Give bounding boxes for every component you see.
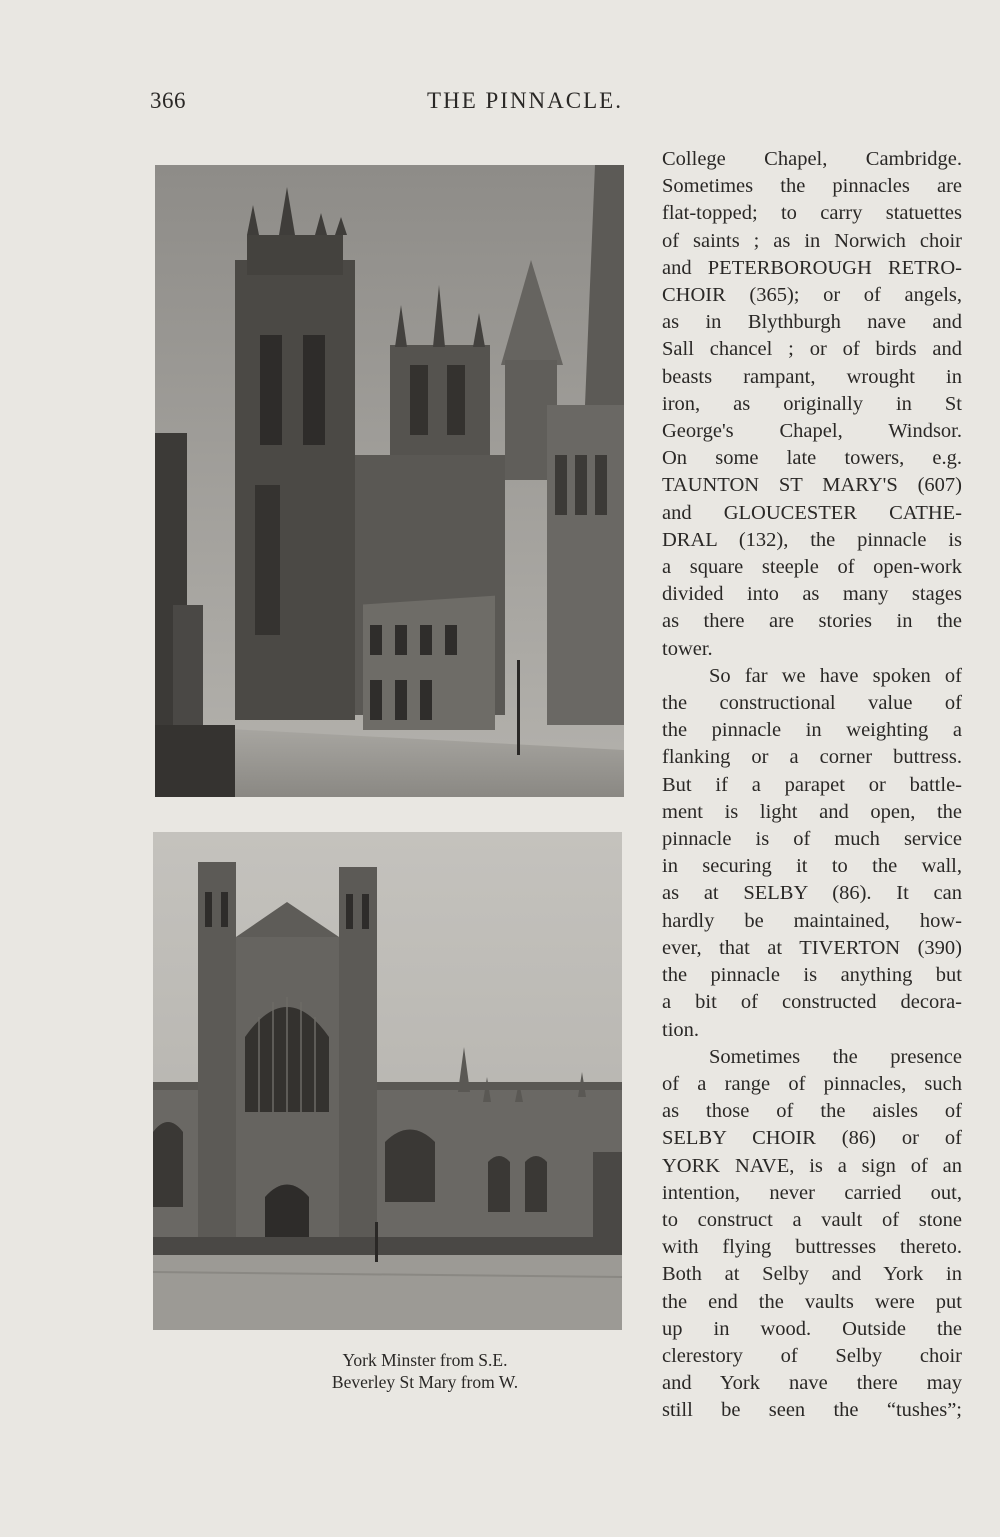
body-line: the end the vaults were put (662, 1290, 962, 1313)
body-line: tion. (662, 1018, 700, 1041)
body-line: hardly be maintained, how- (662, 909, 962, 932)
body-line: flat-topped; to carry statuettes (662, 202, 962, 225)
running-title (0, 88, 1000, 114)
body-line: beasts rampant, wrought in (662, 365, 962, 388)
body-line: College Chapel, Cambridge. (662, 148, 962, 170)
body-line: up in wood. Outside the (662, 1317, 962, 1340)
body-line: as at SELBY (86). It can (662, 882, 962, 905)
body-line: with flying buttresses thereto. (662, 1236, 962, 1259)
body-line: SELBY CHOIR (86) or of (662, 1127, 962, 1150)
body-line: as in Blythburgh nave and (662, 311, 962, 334)
body-line: of saints ; as in Norwich choir (662, 229, 962, 252)
photo-beverley-st-mary (153, 832, 622, 1330)
body-line: and PETERBOROUGH RETRO- (662, 256, 962, 279)
page-header (0, 88, 1000, 128)
body-line: of a range of pinnacles, such (662, 1072, 962, 1095)
body-line: CHOIR (365); or of angels, (662, 284, 962, 307)
beverley-st-mary-illustration (153, 832, 622, 1330)
body-line: Sometimes the pinnacles are (662, 175, 962, 198)
body-line: the constructional value of (662, 692, 962, 715)
body-line: But if a parapet or battle- (662, 773, 962, 796)
body-line: ment is light and open, the (662, 800, 962, 823)
caption-line-2: Beverley St Mary from W. (331, 1372, 519, 1392)
body-line: YORK NAVE, is a sign of an (662, 1154, 962, 1177)
body-line: a bit of constructed decora- (662, 991, 962, 1014)
body-line: divided into as many stages (662, 583, 962, 606)
body-line: tower. (662, 637, 713, 660)
body-line: in securing it to the wall, (662, 855, 962, 878)
body-line: George's Chapel, Windsor. (662, 420, 962, 443)
body-text (662, 146, 962, 1425)
body-line: and GLOUCESTER CATHE- (662, 501, 962, 524)
body-line: as those of the aisles of (662, 1100, 962, 1123)
running-title-text: THE PINNACLE. (427, 88, 623, 113)
body-line: DRAL (132), the pinnacle is (662, 528, 962, 551)
york-minster-illustration (155, 165, 624, 797)
body-line: and York nave there may (662, 1372, 962, 1395)
body-line: intention, never carried out, (662, 1181, 962, 1204)
body-line: On some late towers, e.g. (662, 447, 962, 470)
photo-york-minster (155, 165, 624, 797)
body-line: clerestory of Selby choir (662, 1344, 962, 1367)
body-line: pinnacle is of much service (662, 828, 962, 851)
body-line: the pinnacle is anything but (662, 964, 962, 987)
caption-line-1: York Minster from S.E. (342, 1350, 508, 1370)
body-line: to construct a vault of stone (662, 1208, 962, 1231)
figure-caption (260, 1349, 590, 1393)
body-line: iron, as originally in St (662, 392, 962, 415)
body-line: Sometimes the presence (709, 1045, 962, 1068)
body-line: flanking or a corner buttress. (662, 746, 962, 769)
body-line: Both at Selby and York in (662, 1263, 962, 1286)
body-line: ever, that at TIVERTON (390) (662, 936, 962, 959)
page-number: 366 (150, 88, 186, 113)
body-line: TAUNTON ST MARY'S (607) (662, 474, 962, 497)
body-line: still be seen the “tushes”; (662, 1399, 962, 1422)
body-line: as there are stories in the (662, 610, 962, 633)
body-line: So far we have spoken of (709, 664, 962, 687)
body-line: Sall chancel ; or of birds and (662, 338, 962, 361)
body-line: the pinnacle in weighting a (662, 719, 962, 742)
body-line: a square steeple of open-work (662, 556, 962, 579)
